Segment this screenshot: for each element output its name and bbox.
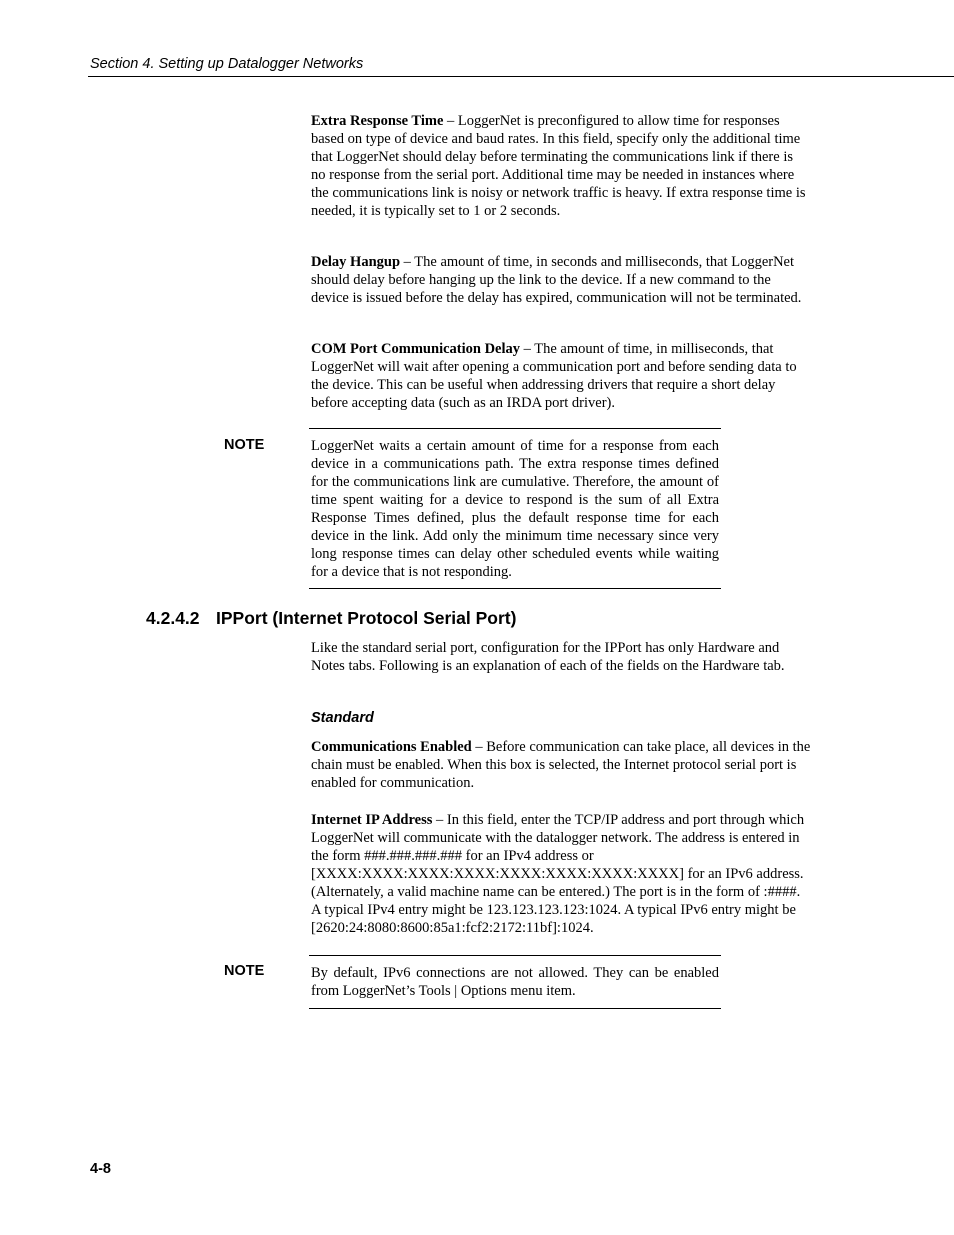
- subheading-standard: Standard: [311, 710, 374, 726]
- note-box: [309, 955, 721, 1009]
- definition-extra-response-time: – LoggerNet is preconfigured to allow time for responses based on type of device and baud rates. In this field, specify only the additional time that LoggerNet should delay before terminating the communications link if there is no response from the serial port. Additional time may be needed in instances where the communications link is noisy or network traffic is heavy. If extra response time is needed, it is typically set to 1 or 2 seconds.: [311, 113, 806, 219]
- definition-communications-enabled: – Before communication can take place, all devices in the chain must be enabled. When this box is selected, the Internet protocol serial port is enabled for communication.: [311, 739, 811, 791]
- paragraph-delay-hangup: [311, 253, 811, 307]
- note-text: By default, IPv6 connections are not allowed. They can be enabled from LoggerNet’s Tools | Options menu item.: [311, 965, 719, 999]
- paragraph-com-port-delay: [311, 340, 811, 412]
- note-label: NOTE: [224, 963, 265, 979]
- definition-internet-ip-address: – In this field, enter the TCP/IP address and port through which LoggerNet will communicate with the datalogger network. The address is entered in the form ###.###.###.### for an IPv4 address or [XXXX:XXXX:XXXX:XXXX:XXXX:XXXX:XXXX:XXXX] for an IPv6 address. (Alternately, a valid machine name can be entered.) The port is in the form of :####. A typical IPv4 entry might be 123.123.123.123:1024. A typical IPv6 entry might be [2620:24:8080:8600:85a1:fcf2:2172:11bf]:1024.: [311, 812, 805, 936]
- page-header: [88, 55, 954, 77]
- section-number: 4.2.4.2: [146, 608, 200, 628]
- note-box: [309, 428, 721, 589]
- term-extra-response-time: Extra Response Time: [311, 113, 444, 129]
- term-com-port-delay: COM Port Communication Delay: [311, 341, 521, 357]
- page-number: 4-8: [90, 1161, 111, 1177]
- note-text: LoggerNet waits a certain amount of time for a response from each device in a communications path. The extra response times defined for the communications link are cumulative. Therefore, the amount of time spent waiting for a device to respond is the sum of all Extra Response Times defined, plus the default response time for each device in the link. Add only the minimum time necessary since very long response times can delay other scheduled events while waiting for a device that is not responding.: [311, 438, 719, 580]
- definition-delay-hangup: – The amount of time, in seconds and milliseconds, that LoggerNet should delay before hanging up the link to the device. If a new command to the device is issued before the delay has expired, communication will not be terminated.: [311, 254, 802, 306]
- paragraph-extra-response-time: [311, 112, 811, 220]
- section-title: IPPort (Internet Protocol Serial Port): [216, 608, 517, 628]
- definition-com-port-delay: – The amount of time, in milliseconds, that LoggerNet will wait after opening a communication port and before sending data to the device. This can be useful when addressing drivers that require a short delay before accepting data (such as an IRDA port driver).: [311, 341, 797, 411]
- paragraph-internet-ip-address: [311, 811, 811, 937]
- running-title: Section 4. Setting up Datalogger Networks: [90, 56, 364, 72]
- term-delay-hangup: Delay Hangup: [311, 254, 401, 270]
- term-communications-enabled: Communications Enabled: [311, 739, 472, 755]
- term-internet-ip-address: Internet IP Address: [311, 812, 433, 828]
- section-heading: [146, 608, 516, 629]
- note-label: NOTE: [224, 437, 265, 453]
- section-intro: Like the standard serial port, configuration for the IPPort has only Hardware and Notes tabs. Following is an explanation of each of the fields on the Hardware tab.: [311, 640, 785, 674]
- paragraph-communications-enabled: [311, 738, 811, 792]
